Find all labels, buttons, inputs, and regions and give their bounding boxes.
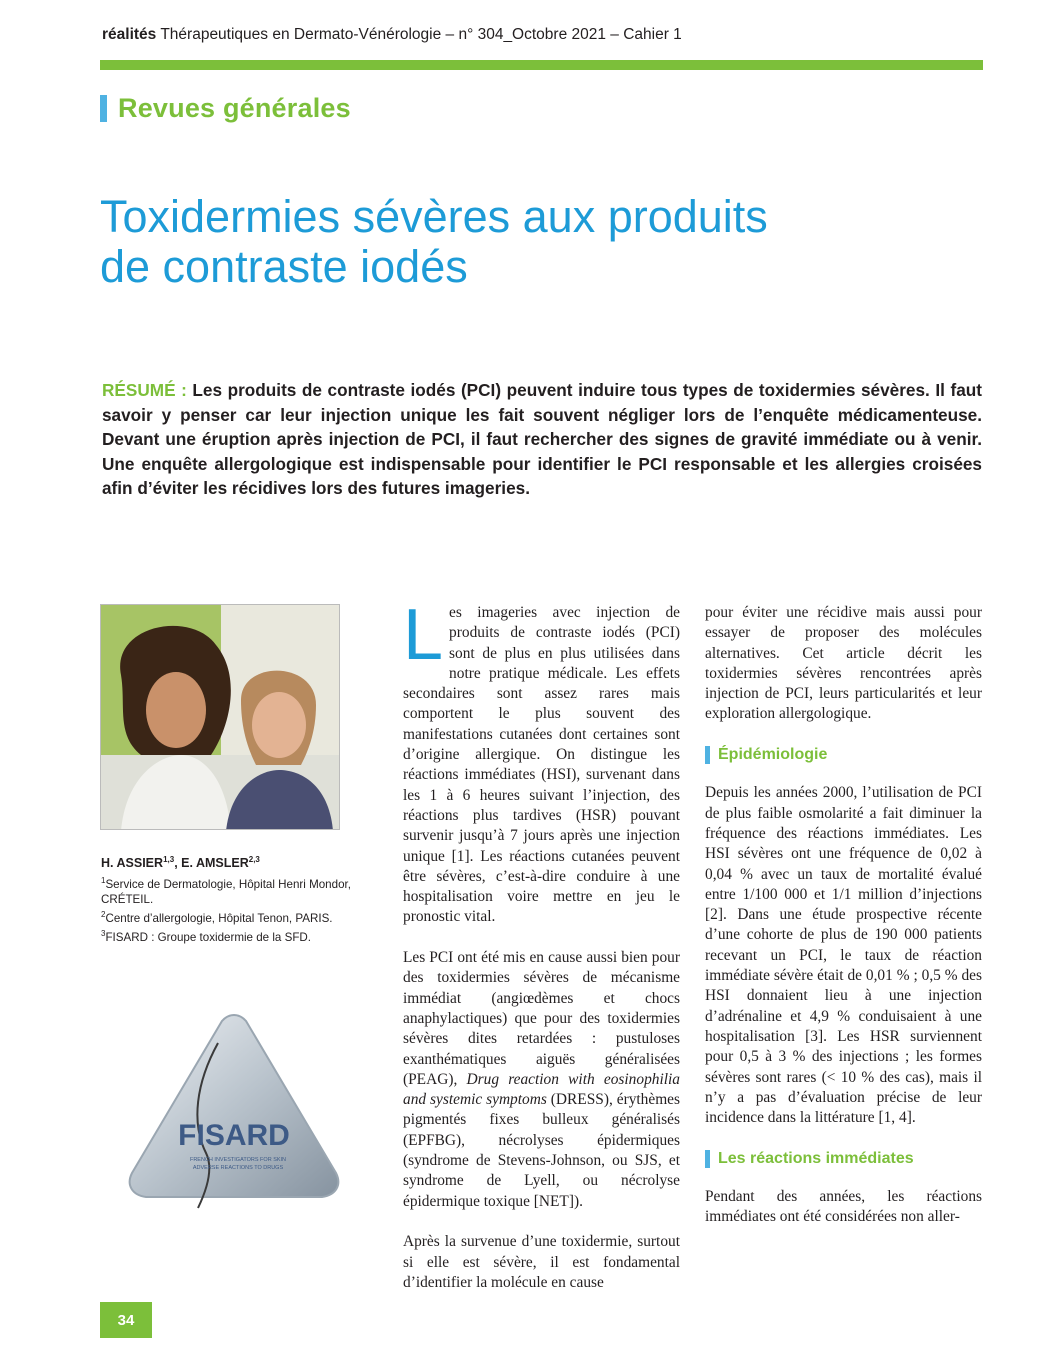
paragraph-4: pour éviter une récidive mais aussi pour essayer de proposer des molécules alternatives. Cet article décrit les toxidermies sévères rencontrées après injection de PCI, leurs particularités et leur exploration allergologique. [705,604,982,723]
paragraph-1-text: es imageries avec injection de produits de contraste iodés (PCI) sont de plus en plus utilisées dans notre pratique médicale. Les effets secondaires sont assez rares mais comportent le plus souvent des manifestations cutanées dont certaines sont d’origine allergique. On distingue les réactions immédiates (HSI), survenant dans les 1 à 6 heures suivant l’injection, des réactions plus tardives (HSR) pouvant survenir jusqu’à 7 jours après une injection unique [1]. Les réactions cutanées peuvent être sévères, c’est-à-dire conduire à une hospitalisation voire mettre en jeu le pronostic vital. [403,604,680,926]
authors-block [101,852,381,945]
abstract [102,378,982,501]
authors-photo [100,604,340,830]
affiliation-3 [101,926,381,945]
fisard-logo-graphic [126,1013,342,1213]
rubric [100,92,351,124]
article-title [100,192,960,292]
paragraph-2-text-a: Les PCI ont été mis en cause aussi bien pour des toxidermies sévères de mécanisme immédiat (angiœdèmes et chocs anaphylactiques) que pour des toxidermies sévères dites retardées : pustuloses exanthématiques aiguës généralisées (PEAG), [403,949,680,1088]
authors-photo-illustration [101,605,340,830]
section-bar [705,746,710,764]
running-header [102,26,682,44]
dropcap: L [403,595,444,675]
logo-tagline-2: ADVERSE REACTIONS TO DRUGS [192,1165,284,1171]
fisard-logo [126,1013,342,1213]
section-heading-reactions-immediates [705,1149,982,1169]
paragraph-2 [403,948,680,1212]
page-number: 34 [100,1302,152,1338]
paragraph-3: Après la survenue d’une toxidermie, surtout si elle est sévère, il est fondamental d’identifier la molécule en cause [403,1233,680,1291]
journal-issue: Thérapeutiques en Dermato-Vénérologie – n° 304_Octobre 2021 – Cahier 1 [160,26,682,43]
paragraph-5: Depuis les années 2000, l’utilisation de PCI de plus faible osmolarité a fait diminuer la fréquence des réactions immédiates. Les HSI sévères ont une fréquence de 0,02 à 0,04 % avec un taux de mortalité évalué entre 1/100 000 et 1/1 million d’injections [2]. Dans une étude prospective récente d’une cohorte de plus de 190 000 patients recevant un PCI, le taux de réaction immédiate sévère était de 0,01 % ; 0,5 % des HSI donnaient lieu à une injection d’adrénaline et 4,9 % conduisaient à une hospitalisation [3]. Les HSR surviennent pour 0,5 à 3 % des injections ; les formes sévères sont rares (< 10 % des cas), mais il n’y a pas d’évaluation précise de leur incidence dans la littérature [1, 4]. [705,784,982,1127]
section-label: Épidémiologie [718,746,828,764]
paragraph-2-italic: Drug reaction with eosinophilia and systemic symptoms [403,1070,680,1109]
abstract-lead: RÉSUMÉ : [102,380,187,400]
author-1-name: H. ASSIER [101,856,164,871]
section-bar [705,1150,710,1168]
affiliation-2-num: 2 [101,910,106,920]
affiliation-1-num: 1 [101,876,106,886]
header-rule [100,60,983,70]
body-column-1 [403,595,680,1313]
affiliation-1 [101,873,381,907]
abstract-text: Les produits de contraste iodés (PCI) peuvent induire tous types de toxidermies sévères. Il faut savoir y penser car leur injection unique les fait souvent négliger lors de l’enquête médicamenteuse. Devant une éruption après injection de PCI, il faut rechercher des signes de gravité immédiate ou à venir. Une enquête allergologique est indispensable pour identifier le PCI responsable et les allergies croisées afin d’éviter les récidives lors des futures imageries. [102,380,982,499]
affiliation-2-text: Centre d’allergologie, Hôpital Tenon, PARIS. [105,911,333,925]
rubric-bar [100,95,107,122]
section-heading-epidemiologie [705,745,982,765]
section-label: Les réactions immédiates [718,1149,914,1167]
logo-tagline-1: FRENCH INVESTIGATORS FOR SKIN [189,1157,287,1163]
paragraph-1 [403,595,680,928]
affiliation-3-num: 3 [101,928,106,938]
author-names: H. ASSIER$^{1,3}$, E. AMSLER$^{2,3}$ [101,855,260,871]
journal-brand: réalités [102,26,157,43]
author-1-affil: 1,3 [163,855,175,864]
affiliation-2 [101,907,381,926]
paragraph-6: Pendant des années, les réactions immédiates ont été considérées non aller- [705,1188,982,1226]
affiliation-3-text: FISARD : Groupe toxidermie de la SFD. [105,930,311,944]
paragraph-2-text-b: (DRESS), érythèmes pigmentés fixes bulleux généralisés (EPFBG), nécrolyses épidermiques (syndrome de Stevens-Johnson, ou SJS, et syndrome de Lyell, ou nécrolyse épidermique toxique [NET]). [403,1091,680,1210]
author-2-name: E. AMSLER [181,856,249,871]
body-column-2 [705,603,982,1248]
author-2-affil: 2,3 [248,855,260,864]
logo-name: FISARD [178,1119,290,1152]
affiliation-1-text: Service de Dermatologie, Hôpital Henri Mondor, CRÉTEIL. [101,878,351,907]
title-line-1: Toxidermies sévères aux produits [100,191,768,242]
rubric-label: Revues générales [118,92,351,123]
title-line-2: de contraste iodés [100,241,468,292]
